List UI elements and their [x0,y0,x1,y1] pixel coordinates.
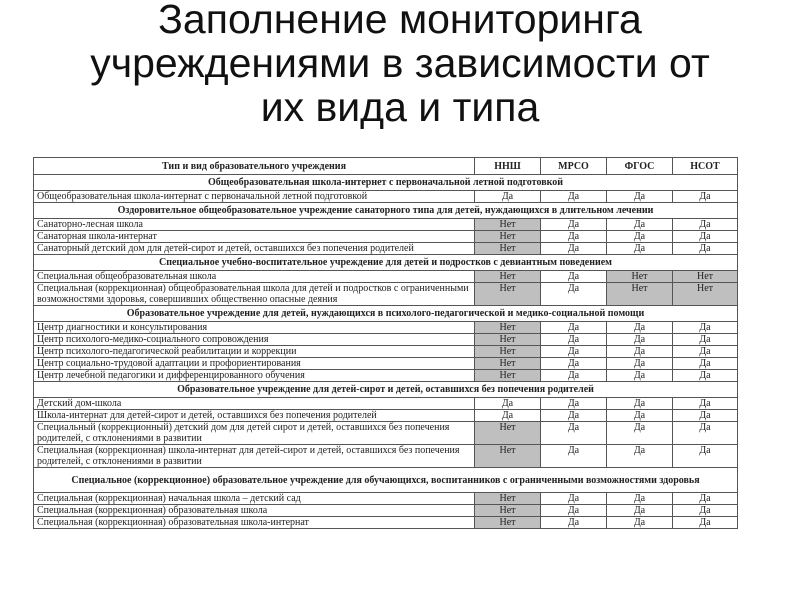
institution-name: Центр лечебной педагогики и дифференцированного обучения [34,370,475,382]
section-row [34,203,738,219]
title-line-3: их вида и типа [260,84,540,130]
section-title: Специальное (коррекционное) образовательное учреждение для обучающихся, воспитанников с ограниченными возможностями здоровья [34,468,738,493]
section-title: Специальное учебно-воспитательное учреждение для детей и подростков с девиантным поведением [34,255,738,271]
header-type: Тип и вид образовательного учреждения [34,158,475,175]
value-cell: Да [541,445,607,468]
table-row [34,422,738,445]
table-row [34,191,738,203]
table-header-row [34,158,738,175]
value-cell: Да [541,505,607,517]
value-cell: Да [541,493,607,505]
section-row [34,468,738,493]
institution-name: Санаторная школа-интернат [34,231,475,243]
value-cell: Да [607,445,673,468]
value-cell: Да [475,410,541,422]
institution-name: Центр психолого-педагогической реабилитации и коррекции [34,346,475,358]
value-cell: Да [541,191,607,203]
institution-name: Школа-интернат для детей-сирот и детей, оставшихся без попечения родителей [34,410,475,422]
section-row [34,382,738,398]
value-cell: Да [541,322,607,334]
value-cell: Да [673,398,738,410]
section-row [34,175,738,191]
value-cell: Да [475,191,541,203]
institution-name: Специальная (коррекционная) общеобразовательная школа для детей и подростков с ограниченными возможностями здоровья, совершивших общественно опасные деяния [34,283,475,306]
institution-name: Санаторно-лесная школа [34,219,475,231]
table-row [34,322,738,334]
value-cell: Да [541,358,607,370]
table-row [34,271,738,283]
value-cell: Да [607,505,673,517]
monitoring-table [33,157,738,529]
value-cell: Да [673,346,738,358]
table-row [34,219,738,231]
institution-name: Специальная общеобразовательная школа [34,271,475,283]
value-cell: Да [475,398,541,410]
value-cell: Да [541,422,607,445]
table-row [34,334,738,346]
value-cell: Да [607,219,673,231]
value-cell: Да [541,243,607,255]
institution-name: Санаторный детский дом для детей-сирот и детей, оставшихся без попечения родителей [34,243,475,255]
value-cell: Нет [673,271,738,283]
value-cell: Да [541,370,607,382]
value-cell: Нет [673,283,738,306]
value-cell: Да [541,283,607,306]
table-row [34,243,738,255]
value-cell: Да [607,346,673,358]
value-cell: Нет [475,243,541,255]
value-cell: Нет [475,445,541,468]
institution-name: Детский дом-школа [34,398,475,410]
value-cell: Нет [475,219,541,231]
value-cell: Да [607,243,673,255]
value-cell: Нет [475,517,541,529]
table-row [34,370,738,382]
value-cell: Нет [475,505,541,517]
table-row [34,505,738,517]
slide-title [0,0,800,150]
value-cell: Да [673,243,738,255]
institution-name: Специальная (коррекционная) образовательная школа [34,505,475,517]
value-cell: Да [541,219,607,231]
institution-name: Центр социально-трудовой адаптации и профориентирования [34,358,475,370]
value-cell: Нет [607,283,673,306]
value-cell: Да [541,517,607,529]
value-cell: Да [607,231,673,243]
value-cell: Да [673,358,738,370]
table-row [34,493,738,505]
table-row [34,283,738,306]
value-cell: Да [673,517,738,529]
value-cell: Да [673,334,738,346]
title-line-1: Заполнение мониторинга [158,0,642,42]
table-row [34,231,738,243]
value-cell: Да [607,410,673,422]
value-cell: Да [673,445,738,468]
institution-name: Специальная (коррекционная) школа-интернат для детей-сирот и детей, оставшихся без попечения родителей, с отклонениями в развитии [34,445,475,468]
value-cell: Нет [475,370,541,382]
section-title: Образовательное учреждение для детей, нуждающихся в психолого-педагогической и медико-социальной помощи [34,306,738,322]
table-row [34,358,738,370]
institution-name: Центр психолого-медико-социального сопровождения [34,334,475,346]
value-cell: Да [607,358,673,370]
institution-name: Специальная (коррекционная) начальная школа – детский сад [34,493,475,505]
value-cell: Да [607,370,673,382]
value-cell: Нет [475,271,541,283]
value-cell: Да [541,271,607,283]
value-cell: Да [673,219,738,231]
table-row [34,346,738,358]
section-title: Образовательное учреждение для детей-сирот и детей, оставшихся без попечения родителей [34,382,738,398]
header-nsot: НСОТ [673,158,738,175]
institution-name: Специальная (коррекционная) образовательная школа-интернат [34,517,475,529]
value-cell: Да [673,191,738,203]
header-nnsh: ННШ [475,158,541,175]
header-mrso: МРСО [541,158,607,175]
value-cell: Да [541,398,607,410]
value-cell: Да [541,410,607,422]
institution-name: Специальный (коррекционный) детский дом для детей сирот и детей, оставшихся без попечения родителей, с отклонениями в развитии [34,422,475,445]
value-cell: Нет [475,493,541,505]
value-cell: Да [607,191,673,203]
value-cell: Да [607,322,673,334]
value-cell: Нет [607,271,673,283]
value-cell: Да [607,422,673,445]
value-cell: Да [607,398,673,410]
value-cell: Да [673,231,738,243]
value-cell: Да [607,493,673,505]
value-cell: Нет [475,334,541,346]
title-line-2: учреждениями в зависимости от [90,40,710,86]
value-cell: Да [607,517,673,529]
value-cell: Да [673,493,738,505]
section-title: Общеобразовательная школа-интернет с первоначальной летной подготовкой [34,175,738,191]
value-cell: Нет [475,422,541,445]
section-row [34,306,738,322]
value-cell: Да [673,370,738,382]
table-body [34,175,738,529]
institution-name: Общеобразовательная школа-интернат с первоначальной летной подготовкой [34,191,475,203]
institution-name: Центр диагностики и консультирования [34,322,475,334]
value-cell: Да [541,231,607,243]
value-cell: Нет [475,346,541,358]
value-cell: Да [541,346,607,358]
table-row [34,398,738,410]
table-row [34,517,738,529]
value-cell: Нет [475,322,541,334]
value-cell: Нет [475,283,541,306]
value-cell: Да [673,410,738,422]
value-cell: Да [673,422,738,445]
section-title: Оздоровительное общеобразовательное учреждение санаторного типа для детей, нуждающихся в длительном лечении [34,203,738,219]
value-cell: Нет [475,358,541,370]
section-row [34,255,738,271]
value-cell: Нет [475,231,541,243]
header-fgos: ФГОС [607,158,673,175]
value-cell: Да [673,322,738,334]
value-cell: Да [673,505,738,517]
table-row [34,410,738,422]
table-row [34,445,738,468]
value-cell: Да [607,334,673,346]
value-cell: Да [541,334,607,346]
